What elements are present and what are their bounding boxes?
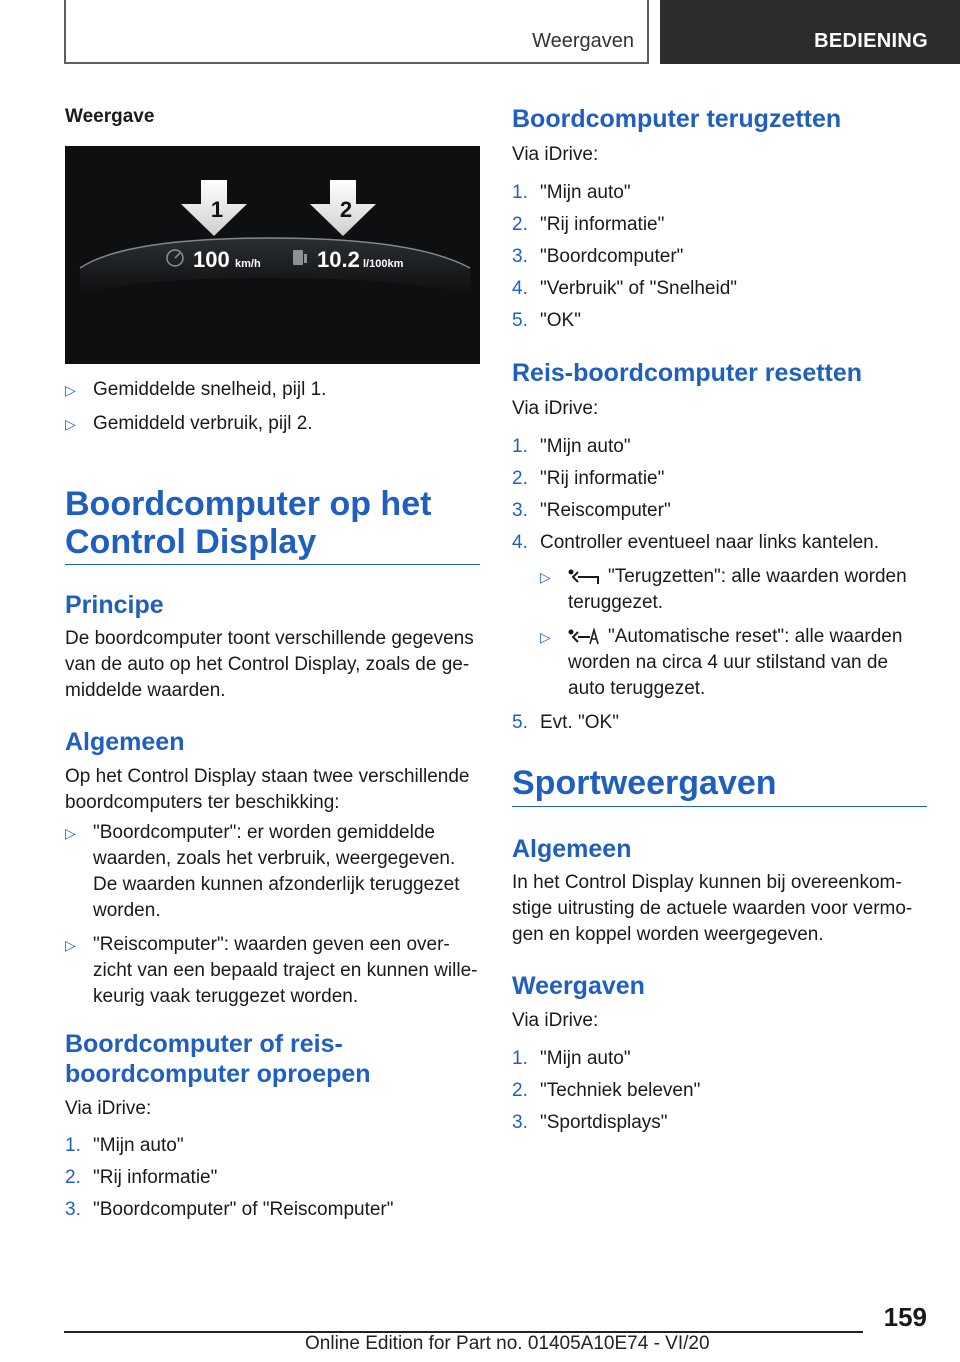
footer-edition-text: Online Edition for Part no. 01405A10E74 - VI/20 — [305, 1333, 710, 1354]
triangle-bullet-icon: ▷ — [540, 629, 551, 645]
reset-options-list — [540, 564, 927, 702]
terugzetten-heading: Boordcomputer terugzetten — [512, 105, 842, 133]
chapter-title: Boordcomputer op het Control Display — [65, 485, 432, 561]
terugzetten-intro: Via iDrive: — [512, 144, 599, 165]
sport-chapter-divider — [512, 806, 927, 807]
list-item: 3. "Reiscomputer" — [512, 500, 671, 521]
list-item: 3. "Boordcomputer" — [512, 246, 684, 267]
list-item: ▷ Gemiddeld verbruik, pijl 2. — [65, 411, 480, 437]
page-number: 159 — [883, 1302, 927, 1332]
header-chapter-tab — [660, 0, 960, 64]
list-item: 4. "Verbruik" of "Snelheid" — [512, 278, 738, 299]
principe-heading: Principe — [65, 591, 164, 619]
list-item: 3. "Boordcomputer" of "Reiscomputer" — [65, 1199, 394, 1220]
oproepen-intro: Via iDrive: — [65, 1098, 152, 1119]
list-item: ▷ Gemiddelde snelheid, pijl 1. — [65, 377, 480, 403]
weergaven-steps — [512, 1046, 927, 1142]
resetten-steps — [512, 434, 927, 742]
terugzetten-steps — [512, 180, 927, 340]
list-item: 4. Controller eventueel naar links kantelen. ▷ "Terugzetten": alle waarden worden teruggezet. ▷ "Automatische reset": alle waarden worden na circa 4 uur stilstand van de auto teruggezet. — [512, 530, 927, 702]
consumption-value: 10.2 — [317, 247, 360, 272]
resetten-heading: Reis-boordcomputer resetten — [512, 359, 863, 387]
algemeen-bullet-list — [65, 820, 480, 1018]
speed-value: 100 — [193, 247, 230, 272]
arrow-1-label: 1 — [210, 197, 224, 222]
triangle-bullet-icon: ▷ — [65, 416, 76, 432]
speed-unit: km/h — [235, 258, 261, 270]
list-item: 5. "OK" — [512, 310, 581, 331]
principe-text: De boordcomputer toont verschillende gegevens van de auto op het Control Display, zoals de ge-middelde waarden. — [65, 628, 474, 701]
list-item: 1. "Mijn auto" — [512, 1048, 631, 1069]
dashboard-illustration — [65, 146, 480, 364]
list-item: 1. "Mijn auto" — [512, 182, 631, 203]
oproepen-heading: Boordcomputer of reis- boordcomputer oproepen — [65, 1030, 371, 1088]
list-item: 2. "Rij informatie" — [65, 1167, 218, 1188]
weergaven-intro: Via iDrive: — [512, 1010, 599, 1031]
list-item: ▷ "Boordcomputer": er worden gemiddelde waarden, zoals het verbruik, weergegeven. De waarden kunnen afzonderlijk teruggezet worden. — [65, 822, 460, 921]
triangle-bullet-icon: ▷ — [65, 382, 76, 398]
list-item: 1. "Mijn auto" — [65, 1135, 184, 1156]
dashboard-image — [65, 146, 480, 364]
triangle-bullet-icon: ▷ — [65, 937, 76, 953]
display-bullet-list — [65, 377, 480, 445]
arrow-2-label: 2 — [339, 197, 353, 222]
weergaven-heading: Weergaven — [512, 972, 645, 1000]
reset-arrow-icon — [568, 568, 600, 586]
triangle-bullet-icon: ▷ — [65, 825, 76, 841]
list-item: 1. "Mijn auto" — [512, 436, 631, 457]
list-item: 2. "Rij informatie" — [512, 468, 665, 489]
list-item: 2. "Rij informatie" — [512, 214, 665, 235]
algemeen-text: Op het Control Display staan twee verschillende boordcomputers ter beschikking: — [65, 766, 470, 813]
list-item: 3. "Sportdisplays" — [512, 1112, 668, 1133]
sport-algemeen-heading: Algemeen — [512, 835, 632, 863]
triangle-bullet-icon: ▷ — [540, 569, 551, 585]
algemeen-heading: Algemeen — [65, 728, 185, 756]
oproepen-steps — [65, 1133, 480, 1229]
sport-chapter-title: Sportweergaven — [512, 764, 777, 802]
auto-reset-icon — [568, 628, 600, 646]
header-section-title: Weergaven — [532, 30, 634, 52]
header-chapter-label: BEDIENING — [814, 30, 928, 52]
consumption-unit: l/100km — [363, 258, 404, 270]
list-item: ▷ "Automatische reset": alle waarden worden na circa 4 uur stilstand van de auto teruggezet. — [540, 626, 903, 699]
sport-algemeen-text: In het Control Display kunnen bij overeenkom-stige uitrusting de actuele waarden voor vermo-gen en koppel worden weergegeven. — [512, 872, 913, 945]
resetten-intro: Via iDrive: — [512, 398, 599, 419]
display-heading: Weergave — [65, 106, 155, 127]
chapter-divider — [65, 564, 480, 565]
list-item: ▷ "Reiscomputer": waarden geven een over-zicht van een bepaald traject en kunnen wille-keurig vaak teruggezet worden. — [65, 934, 478, 1007]
list-item: ▷ "Terugzetten": alle waarden worden teruggezet. — [540, 566, 907, 613]
list-item: 5. Evt. "OK" — [512, 712, 619, 733]
list-item: 2. "Techniek beleven" — [512, 1080, 701, 1101]
